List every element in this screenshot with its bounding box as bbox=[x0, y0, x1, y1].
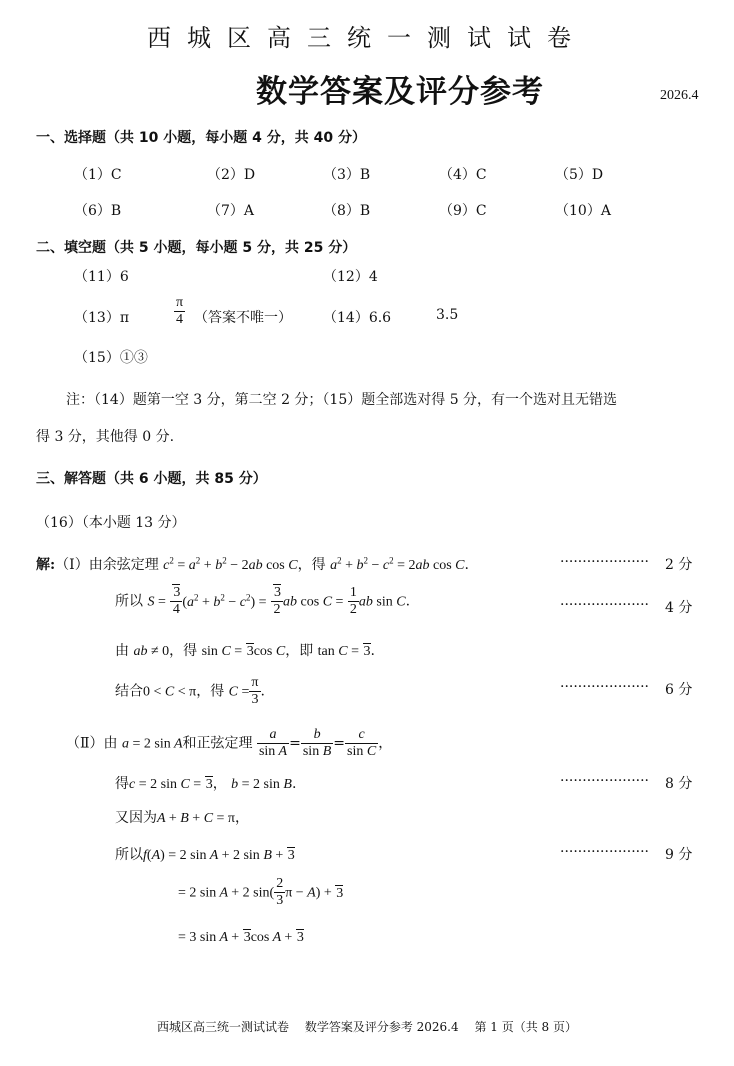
answer-1: （1）C bbox=[74, 167, 122, 183]
score-dots-4: ···················· bbox=[560, 773, 650, 789]
answer-12: （12）4 bbox=[323, 269, 378, 285]
score-dots-1: ···················· bbox=[560, 554, 650, 570]
grading-note-line1: 注：（14）题第一空 3 分，第二空 2 分；（15）题全部选对得 5 分，有一个选对且无错选 bbox=[66, 392, 618, 408]
score-8: 8 分 bbox=[665, 776, 693, 792]
exam-subtitle: 西城区高三统一测试试卷 bbox=[147, 24, 587, 52]
score-dots-5: ···················· bbox=[560, 844, 650, 860]
score-dots-3: ···················· bbox=[560, 679, 650, 695]
answer-13: （13）π bbox=[74, 310, 130, 326]
score-dots-2: ···················· bbox=[560, 597, 650, 613]
score-2: 2 分 bbox=[665, 557, 693, 573]
part1-label: （Ⅰ） bbox=[55, 557, 89, 573]
page-title: 数学答案及评分参考 bbox=[256, 74, 544, 110]
answer-6: （6）B bbox=[74, 203, 122, 219]
solution-line-6: 得c = 2 sin C = 3， b = 2 sin B. bbox=[115, 776, 297, 792]
solution-line-4: 结合0 < C < π，得 C = $\frac{\pi}{3}$ . bbox=[115, 675, 265, 707]
solution-line-8: 所以f(A) = 2 sin A + 2 sin B + 3 bbox=[115, 847, 295, 863]
part2-label: （Ⅱ） bbox=[66, 735, 104, 752]
solution-line-7: 又因为A + B + C = π， bbox=[115, 810, 249, 826]
answer-10: （10）A bbox=[555, 203, 611, 219]
section3-heading: 三、解答题（共 6 小题，共 85 分） bbox=[36, 471, 267, 487]
section1-heading: 一、选择题（共 10 小题，每小题 4 分，共 40 分） bbox=[36, 130, 366, 146]
solution-line-3: 由 ab ≠ 0，得 sin C = 3cos C，即 tan C = 3. bbox=[115, 643, 375, 659]
answer-7: （7）A bbox=[207, 203, 255, 219]
page-footer: 西城区高三统一测试试卷 数学答案及评分参考 2026.4 第 1 页（共 8 页） bbox=[157, 1020, 577, 1034]
exam-date: 2026.4 bbox=[660, 88, 699, 103]
score-6: 6 分 bbox=[665, 682, 693, 698]
solution-line-10: = 3 sin A + 3cos A + 3 bbox=[178, 930, 304, 945]
answer-5: （5）D bbox=[555, 167, 604, 183]
answer-14b: 3.5 bbox=[436, 307, 459, 323]
answer-8: （8）B bbox=[323, 203, 371, 219]
answer-14: （14）6.6 bbox=[323, 310, 392, 326]
solution-line-2: 所以 S = $\frac{3}{4}$ $(a^2 + b^2 - c^2)$ = $\frac{3}{2}$ ab cos C = $\frac{1}{2}$ ab sin C. bbox=[115, 585, 411, 617]
solution-line-5: （Ⅱ）由 a = 2 sin A和正弦定理 $\frac{a}{\text{sin A}}$ = $\frac{b}{\text{sin B}}$ = $\frac{c}{\text{sin C}}$ ， bbox=[66, 727, 393, 759]
solution-line-9: = 2 sin A + 2 sin( $\frac{2}{3}$ π − A) + 3 bbox=[178, 876, 344, 908]
section2-heading: 二、填空题（共 5 小题，每小题 5 分，共 25 分） bbox=[36, 240, 357, 256]
solution-line-1: 解:（Ⅰ）由余弦定理 $c^2 = a^2 + b^2 - 2ab$ cos C，得 $a^2 + b^2 - c^2 = 2ab$ cos C. bbox=[36, 555, 469, 573]
score-9: 9 分 bbox=[665, 847, 693, 863]
answer-13-note: （答案不唯一） bbox=[194, 310, 292, 326]
answer-4: （4）C bbox=[439, 167, 487, 183]
answer-2: （2）D bbox=[207, 167, 256, 183]
answer-11: （11）6 bbox=[74, 269, 129, 285]
answer-13-fraction: $\frac{\pi}{4}$ bbox=[176, 295, 184, 327]
answer-9: （9）C bbox=[439, 203, 487, 219]
answer-15: （15）①③ bbox=[74, 350, 148, 366]
solution-label: 解: bbox=[36, 557, 56, 573]
score-4: 4 分 bbox=[665, 600, 693, 616]
answer-3: （3）B bbox=[323, 167, 371, 183]
grading-note-line2: 得 3 分，其他得 0 分. bbox=[36, 429, 175, 445]
question-16-title: （16）（本小题 13 分） bbox=[36, 515, 186, 531]
